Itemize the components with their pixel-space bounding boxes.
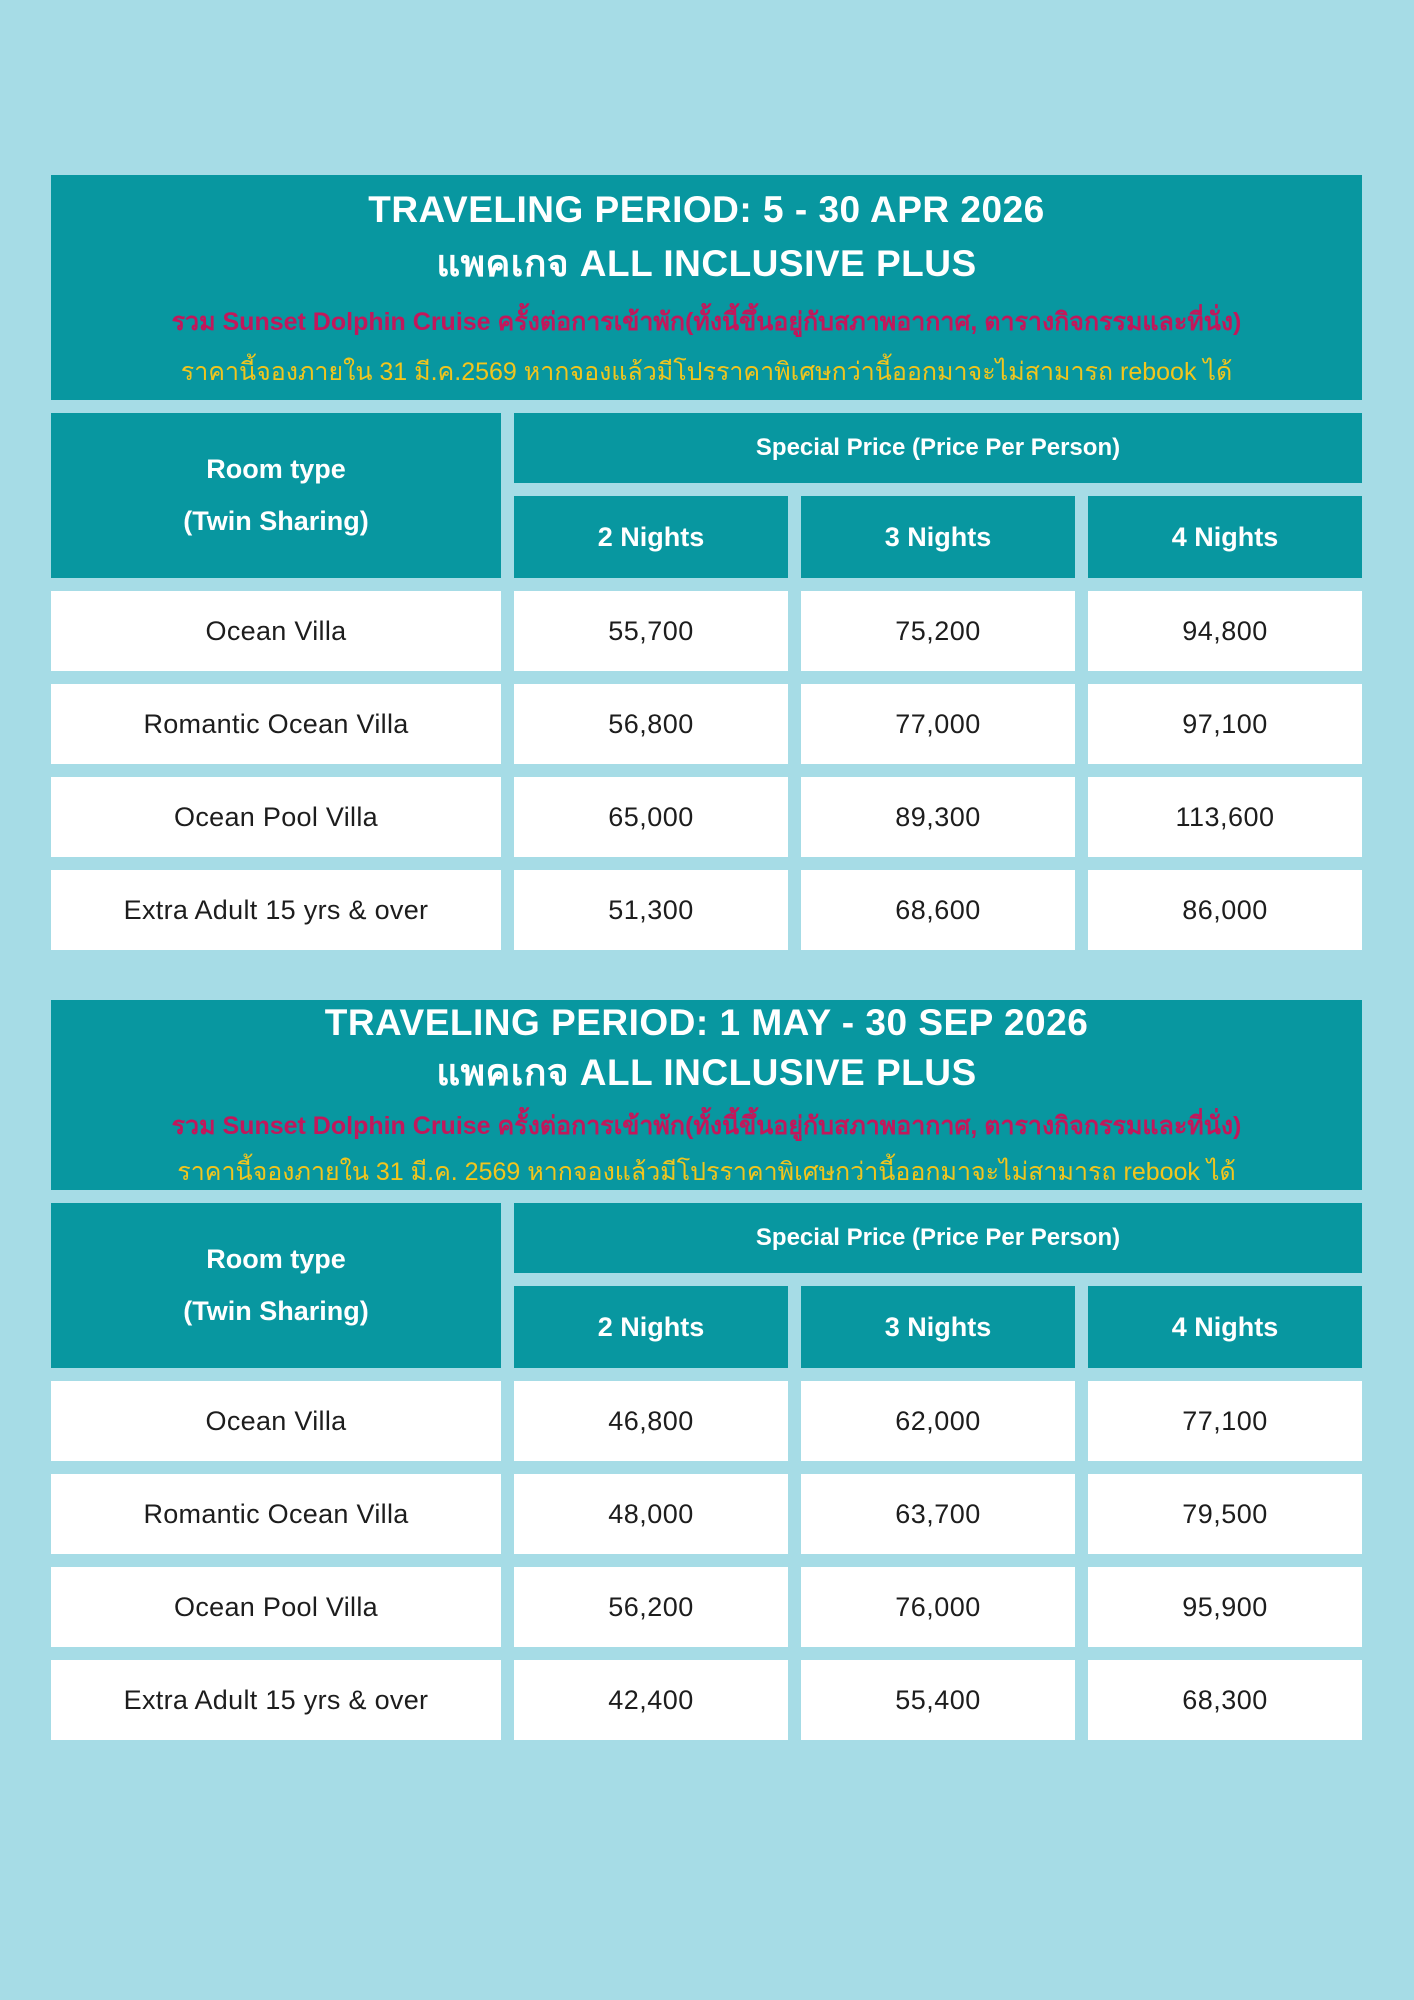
room-name-cell: Ocean Villa bbox=[51, 1381, 501, 1461]
cruise-inclusion-note: รวม Sunset Dolphin Cruise ครั้งต่อการเข้าพัก(ทั้งนี้ขึ้นอยู่กับสภาพอากาศ, ตารางกิจกรรมและที่นั่ง) bbox=[171, 308, 1242, 337]
booking-deadline-note: ราคานี้จองภายใน 31 มี.ค. 2569 หากจองแล้วมีโปรราคาพิเศษกว่านี้ออกมาจะไม่สามารถ rebook ได้ bbox=[177, 1157, 1236, 1186]
price-cell: 65,000 bbox=[514, 777, 788, 857]
room-type-header-line1: Room type bbox=[206, 1244, 346, 1275]
price-cell: 94,800 bbox=[1088, 591, 1362, 671]
package-subtitle: แพคเกจ ALL INCLUSIVE PLUS bbox=[436, 242, 977, 284]
room-type-header-line1: Room type bbox=[206, 454, 346, 485]
price-cell: 68,300 bbox=[1088, 1660, 1362, 1740]
traveling-period-title bbox=[325, 998, 1089, 1098]
column-header-2-nights: 2 Nights bbox=[514, 496, 788, 578]
room-name-cell: Extra Adult 15 yrs & over bbox=[51, 1660, 501, 1740]
package-subtitle: แพคเกจ ALL INCLUSIVE PLUS bbox=[436, 1052, 977, 1093]
price-table-may-sep bbox=[51, 1203, 1362, 1740]
price-cell: 97,100 bbox=[1088, 684, 1362, 764]
price-cell: 42,400 bbox=[514, 1660, 788, 1740]
price-cell: 95,900 bbox=[1088, 1567, 1362, 1647]
room-name-cell: Ocean Pool Villa bbox=[51, 1567, 501, 1647]
column-header-2-nights: 2 Nights bbox=[514, 1286, 788, 1368]
room-type-header bbox=[51, 1203, 501, 1368]
price-cell: 77,000 bbox=[801, 684, 1075, 764]
column-header-3-nights: 3 Nights bbox=[801, 1286, 1075, 1368]
special-price-header: Special Price (Price Per Person) bbox=[514, 413, 1362, 483]
price-cell: 55,400 bbox=[801, 1660, 1075, 1740]
price-cell: 89,300 bbox=[801, 777, 1075, 857]
price-table-apr bbox=[51, 413, 1362, 950]
price-cell: 79,500 bbox=[1088, 1474, 1362, 1554]
room-type-header-line2: (Twin Sharing) bbox=[183, 1295, 369, 1326]
cruise-inclusion-note: รวม Sunset Dolphin Cruise ครั้งต่อการเข้าพัก(ทั้งนี้ขึ้นอยู่กับสภาพอากาศ, ตารางกิจกรรมและที่นั่ง) bbox=[171, 1111, 1242, 1140]
room-name-cell: Ocean Pool Villa bbox=[51, 777, 501, 857]
price-cell: 46,800 bbox=[514, 1381, 788, 1461]
booking-deadline-note: ราคานี้จองภายใน 31 มี.ค.2569 หากจองแล้วมีโปรราคาพิเศษกว่านี้ออกมาจะไม่สามารถ rebook ได้ bbox=[180, 358, 1233, 387]
price-cell: 75,200 bbox=[801, 591, 1075, 671]
price-cell: 77,100 bbox=[1088, 1381, 1362, 1461]
room-type-header-line2: (Twin Sharing) bbox=[183, 505, 369, 536]
price-cell: 55,700 bbox=[514, 591, 788, 671]
price-cell: 56,800 bbox=[514, 684, 788, 764]
column-header-3-nights: 3 Nights bbox=[801, 496, 1075, 578]
price-cell: 76,000 bbox=[801, 1567, 1075, 1647]
price-cell: 48,000 bbox=[514, 1474, 788, 1554]
column-header-4-nights: 4 Nights bbox=[1088, 1286, 1362, 1368]
traveling-period-line: TRAVELING PERIOD: 1 MAY - 30 SEP 2026 bbox=[324, 1002, 1089, 1044]
price-cell: 51,300 bbox=[514, 870, 788, 950]
price-cell: 86,000 bbox=[1088, 870, 1362, 950]
special-price-header: Special Price (Price Per Person) bbox=[514, 1203, 1362, 1273]
page-content bbox=[51, 0, 1362, 1740]
price-cell: 56,200 bbox=[514, 1567, 788, 1647]
traveling-period-line: TRAVELING PERIOD: 5 - 30 APR 2026 bbox=[368, 188, 1045, 230]
period-banner-may-sep bbox=[51, 1000, 1362, 1190]
price-cell: 68,600 bbox=[801, 870, 1075, 950]
room-name-cell: Extra Adult 15 yrs & over bbox=[51, 870, 501, 950]
price-cell: 62,000 bbox=[801, 1381, 1075, 1461]
room-type-header bbox=[51, 413, 501, 578]
room-name-cell: Romantic Ocean Villa bbox=[51, 1474, 501, 1554]
period-banner-apr bbox=[51, 175, 1362, 400]
price-cell: 113,600 bbox=[1088, 777, 1362, 857]
traveling-period-title bbox=[368, 183, 1045, 290]
room-name-cell: Ocean Villa bbox=[51, 591, 501, 671]
price-cell: 63,700 bbox=[801, 1474, 1075, 1554]
column-header-4-nights: 4 Nights bbox=[1088, 496, 1362, 578]
room-name-cell: Romantic Ocean Villa bbox=[51, 684, 501, 764]
